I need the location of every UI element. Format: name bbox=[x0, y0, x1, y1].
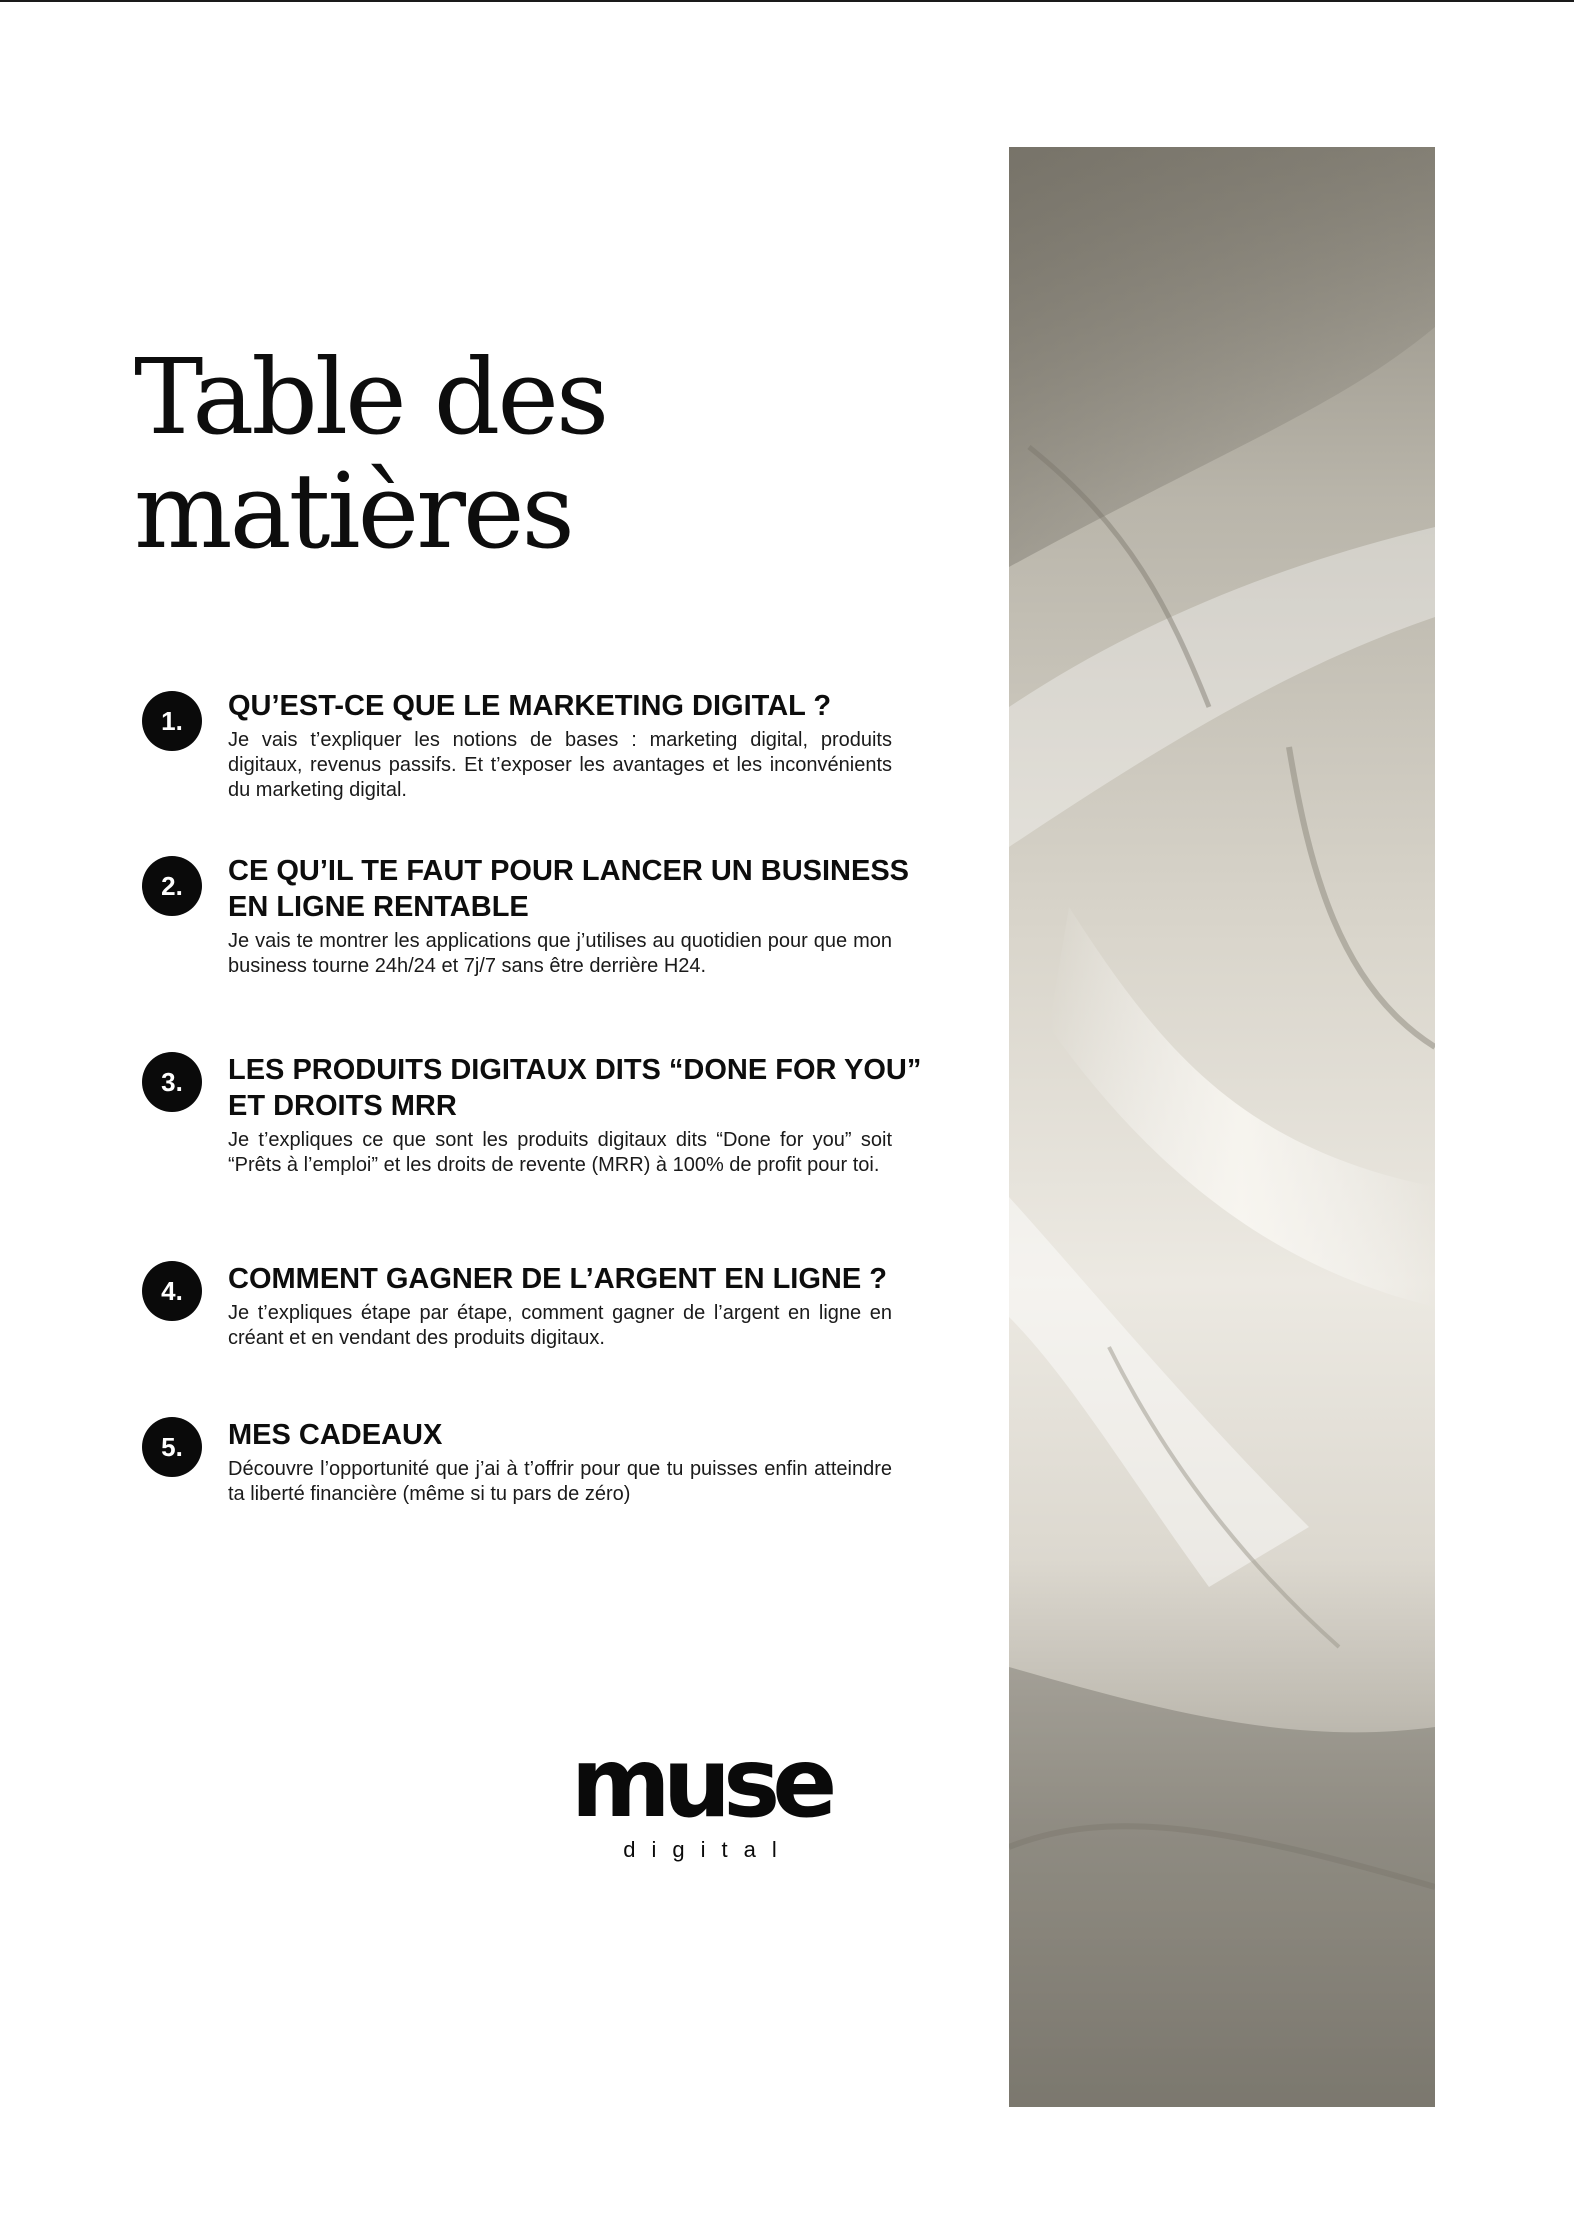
toc-item-number-badge: 4. bbox=[142, 1261, 202, 1321]
toc-item-number-badge: 1. bbox=[142, 691, 202, 751]
toc-item-description: Découvre l’opportunité que j’ai à t’offrir pour que tu puisses enfin atteindre ta liberté financière (même si tu pars de zéro) bbox=[228, 1458, 892, 1505]
toc-item-number-badge: 2. bbox=[142, 856, 202, 916]
brand-name: muse bbox=[570, 1727, 830, 1839]
toc-item-heading: LES PRODUITS DIGITAUX DITS “DONE FOR YOU” ET DROITS MRR bbox=[228, 1054, 922, 1122]
table-of-contents bbox=[0, 0, 1000, 1600]
brand-tagline: digital bbox=[623, 1837, 793, 1862]
muse-digital-logo bbox=[540, 1727, 860, 1865]
toc-item-description: Je t’expliques étape par étape, comment gagner de l’argent en ligne en créant et en vendant des produits digitaux. bbox=[228, 1302, 892, 1349]
toc-item-number-badge: 5. bbox=[142, 1417, 202, 1477]
toc-item-description: Je t’expliques ce que sont les produits digitaux dits “Done for you” soit “Prêts à l’emploi” et les droits de revente (MRR) à 100% de profit pour toi. bbox=[228, 1129, 892, 1176]
linen-texture-illustration bbox=[1009, 147, 1435, 2107]
toc-item-heading: MES CADEAUX bbox=[228, 1419, 443, 1451]
page-title-line-1: Table des bbox=[134, 336, 607, 458]
toc-item-heading: COMMENT GAGNER DE L’ARGENT EN LIGNE ? bbox=[228, 1263, 887, 1295]
toc-item-number-badge: 3. bbox=[142, 1052, 202, 1112]
toc-item-heading: CE QU’IL TE FAUT POUR LANCER UN BUSINESS EN LIGNE RENTABLE bbox=[228, 855, 910, 923]
toc-item-description: Je vais te montrer les applications que j’utilises au quotidien pour que mon business tourne 24h/24 et 7j/7 sans être derrière H24. bbox=[228, 930, 892, 977]
toc-item-description: Je vais t’expliquer les notions de bases : marketing digital, produits digitaux, revenus passifs. Et t’exposer les avantages et les inconvénients du marketing digital. bbox=[228, 729, 892, 801]
page-title-line-2: matières bbox=[134, 450, 572, 572]
linen-fabric-photo bbox=[1009, 147, 1435, 2107]
toc-item-heading: QU’EST-CE QUE LE MARKETING DIGITAL ? bbox=[228, 690, 832, 722]
